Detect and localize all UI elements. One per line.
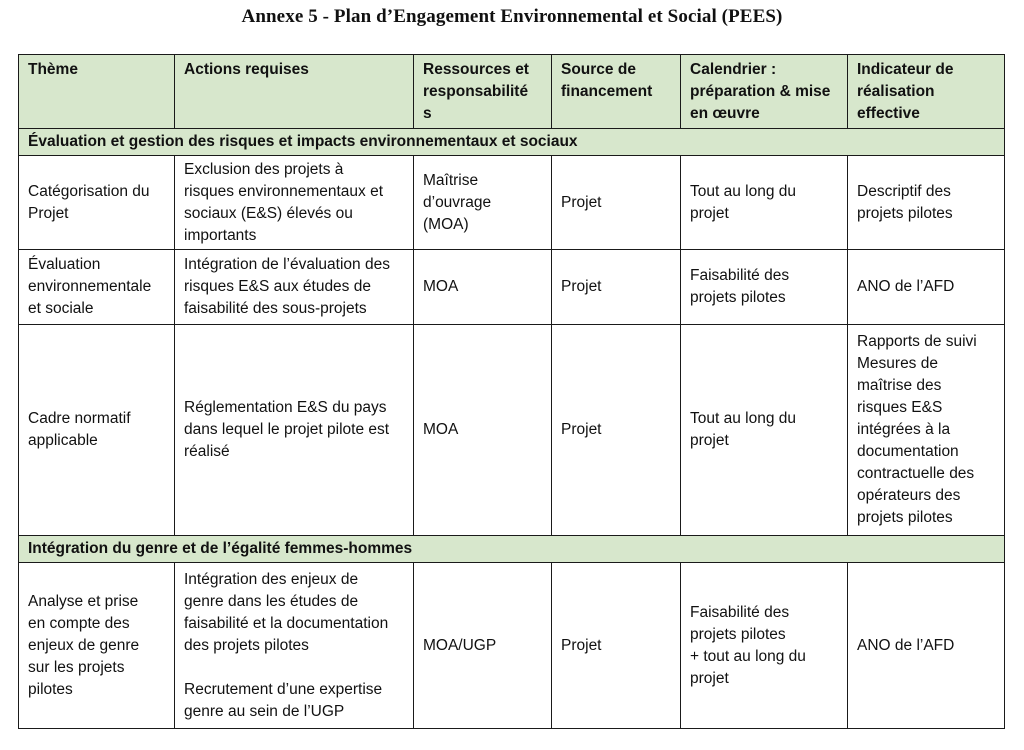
- cell-theme: Analyse et prise en compte des enjeux de genre sur les projets pilotes: [19, 563, 175, 729]
- header-theme: Thème: [19, 55, 175, 129]
- section-row: [19, 536, 1005, 563]
- header-actions: Actions requises: [175, 55, 414, 129]
- cell-calendrier: Faisabilité des projets pilotes: [681, 250, 848, 325]
- pees-table: [18, 54, 1005, 729]
- cell-calendrier: Tout au long du projet: [681, 156, 848, 250]
- header-ressources: Ressources et responsabilité s: [414, 55, 552, 129]
- cell-ressources: MOA: [414, 250, 552, 325]
- section-row: [19, 129, 1005, 156]
- section-title: Évaluation et gestion des risques et impacts environnementaux et sociaux: [19, 129, 1005, 156]
- cell-ressources: MOA: [414, 325, 552, 536]
- table-header-row: [19, 55, 1005, 129]
- cell-ressources: MOA/UGP: [414, 563, 552, 729]
- cell-theme: Cadre normatif applicable: [19, 325, 175, 536]
- cell-actions: [175, 563, 414, 729]
- section-title: Intégration du genre et de l’égalité femmes-hommes: [19, 536, 1005, 563]
- cell-theme: Évaluation environnementale et sociale: [19, 250, 175, 325]
- cell-actions: Réglementation E&S du pays dans lequel le projet pilote est réalisé: [175, 325, 414, 536]
- table-row: [19, 563, 1005, 729]
- page-title: Annexe 5 - Plan d’Engagement Environnemental et Social (PEES): [241, 6, 783, 27]
- cell-ressources: Maîtrise d’ouvrage (MOA): [414, 156, 552, 250]
- header-calendrier: Calendrier : préparation & mise en œuvre: [681, 55, 848, 129]
- cell-indicateur: Rapports de suivi Mesures de maîtrise des risques E&S intégrées à la documentation contractuelle des opérateurs des projets pilotes: [848, 325, 1005, 536]
- actions-part-1: Intégration des enjeux de genre dans les études de faisabilité et la documentation des projets pilotes: [184, 570, 389, 654]
- actions-part-2: Recrutement d’une expertise genre au sein de l’UGP: [184, 680, 383, 720]
- cell-source: Projet: [552, 563, 681, 729]
- cell-indicateur: ANO de l’AFD: [848, 250, 1005, 325]
- table-row: [19, 325, 1005, 536]
- cell-calendrier: Tout au long du projet: [681, 325, 848, 536]
- header-indicateur: Indicateur de réalisation effective: [848, 55, 1005, 129]
- cell-actions: Intégration de l’évaluation des risques E&S aux études de faisabilité des sous-projets: [175, 250, 414, 325]
- cell-source: Projet: [552, 325, 681, 536]
- cell-calendrier: Faisabilité des projets pilotes + tout au long du projet: [681, 563, 848, 729]
- cell-source: Projet: [552, 250, 681, 325]
- header-source: Source de financement: [552, 55, 681, 129]
- table-row: [19, 156, 1005, 250]
- cell-source: Projet: [552, 156, 681, 250]
- table-row: [19, 250, 1005, 325]
- cell-actions: Exclusion des projets à risques environnementaux et sociaux (E&S) élevés ou importants: [175, 156, 414, 250]
- cell-indicateur: ANO de l’AFD: [848, 563, 1005, 729]
- cell-theme: Catégorisation du Projet: [19, 156, 175, 250]
- cell-indicateur: Descriptif des projets pilotes: [848, 156, 1005, 250]
